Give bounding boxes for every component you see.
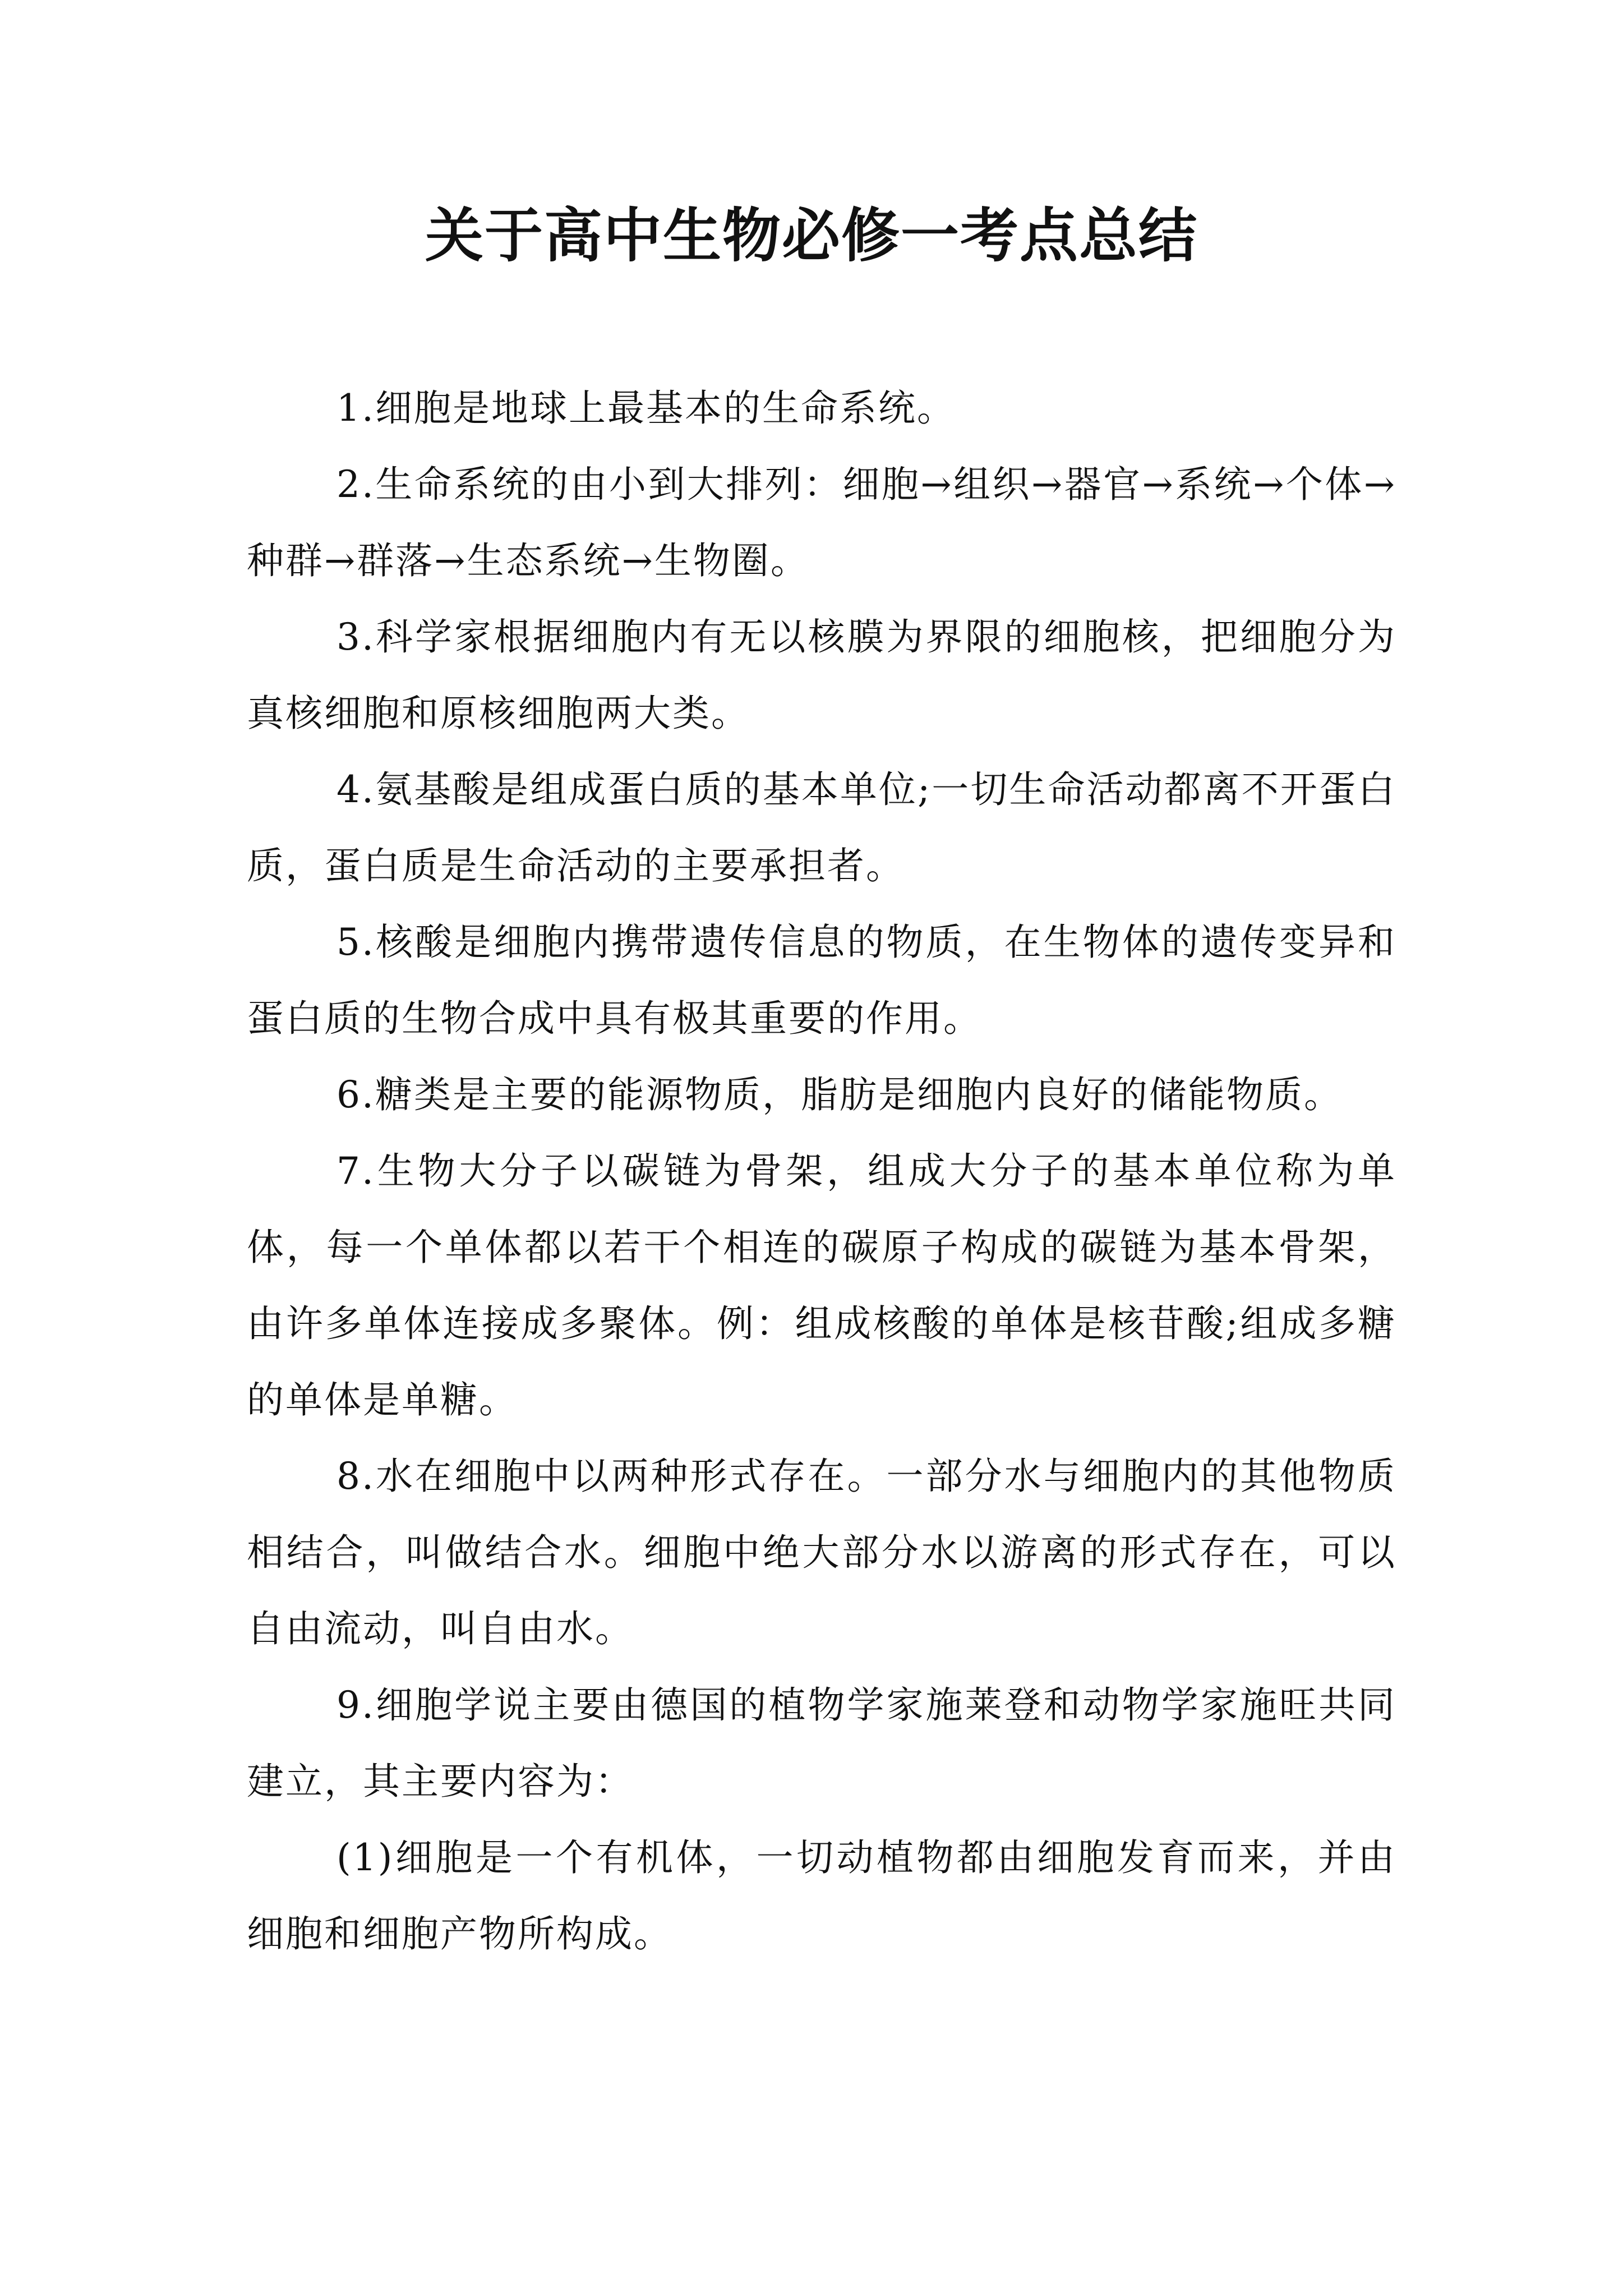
paragraph-8: 8.水在细胞中以两种形式存在。一部分水与细胞内的其他物质相结合，叫做结合水。细胞中绝大部分水以游离的形式存在，可以自由流动，叫自由水。 <box>247 1455 1396 1650</box>
paragraph-6: 6.糖类是主要的能源物质，脂肪是细胞内良好的储能物质。 <box>336 1073 1343 1116</box>
paragraph-2: 2.生命系统的由小到大排列：细胞→组织→器官→系统→个体→种群→群落→生态系统→生物圈。 <box>247 463 1396 582</box>
paragraph-1: 1.细胞是地球上最基本的生命系统。 <box>336 386 956 430</box>
paragraph-9: 9.细胞学说主要由德国的植物学家施莱登和动物学家施旺共同建立，其主要内容为： <box>247 1683 1396 1803</box>
paragraph-3: 3.科学家根据细胞内有无以核膜为界限的细胞核，把细胞分为真核细胞和原核细胞两大类。 <box>247 615 1396 735</box>
paragraph-7: 7.生物大分子以碳链为骨架，组成大分子的基本单位称为单体，每一个单体都以若干个相连的碳原子构成的碳链为基本骨架，由许多单体连接成多聚体。例：组成核酸的单体是核苷酸;组成多糖的单体是单糖。 <box>247 1149 1396 1421</box>
paragraph-4: 4.氨基酸是组成蛋白质的基本单位;一切生命活动都离不开蛋白质，蛋白质是生命活动的主要承担者。 <box>247 768 1396 887</box>
paragraph-9-item-1: (1)细胞是一个有机体，一切动植物都由细胞发育而来，并由细胞和细胞产物所构成。 <box>247 1836 1396 1955</box>
document-body <box>247 370 1396 1972</box>
paragraph-5: 5.核酸是细胞内携带遗传信息的物质，在生物体的遗传变异和蛋白质的生物合成中具有极其重要的作用。 <box>247 921 1396 1040</box>
document-title: 关于高中生物必修一考点总结 <box>425 201 1198 270</box>
